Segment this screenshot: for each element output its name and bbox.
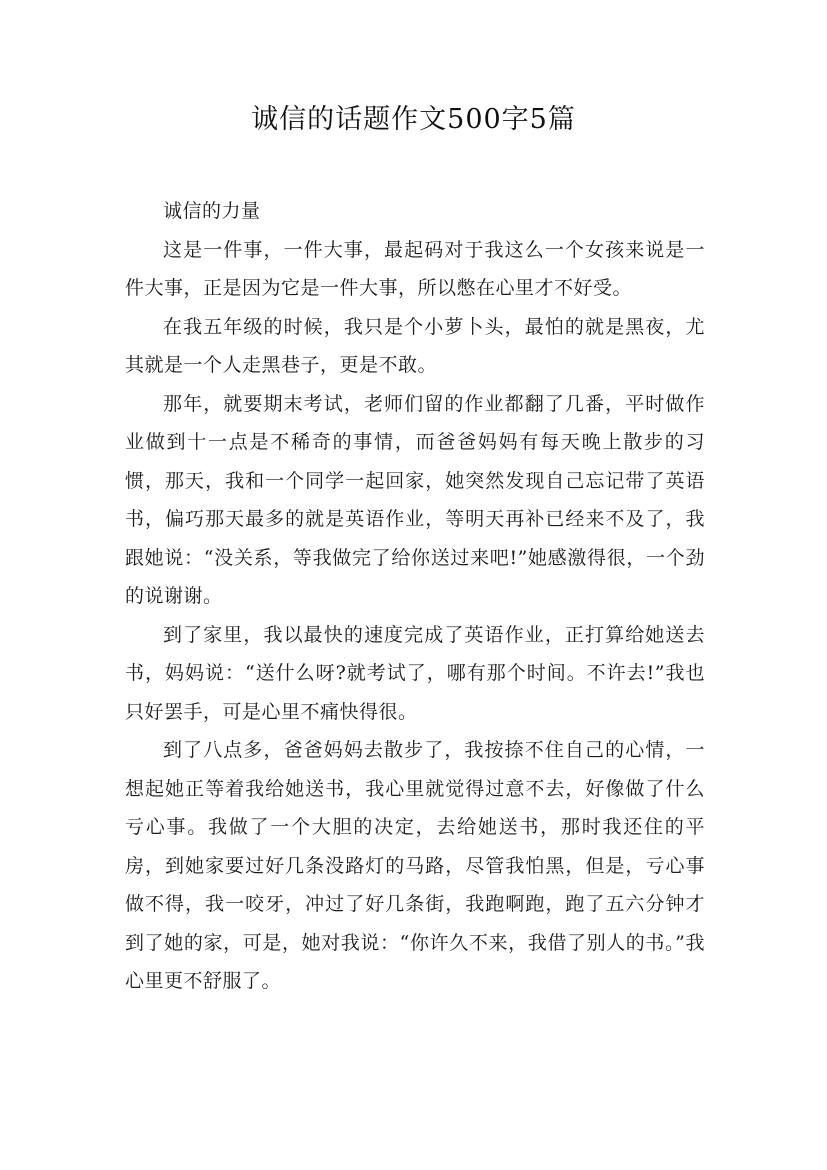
subtitle-paragraph: 诚信的力量 (163, 200, 261, 222)
body-paragraph: 在我五年级的时候，我只是个小萝卜头，最怕的就是黑夜，尤其就是一个人走黑巷子，更是不敢。 (125, 315, 705, 376)
document-body (125, 192, 705, 1001)
body-paragraph: 到了家里，我以最快的速度完成了英语作业，正打算给她送去书，妈妈说：“送什么呀?就考试了，哪有那个时间。不许去!”我也只好罢手，可是心里不痛快得很。 (125, 623, 705, 723)
body-paragraph: 到了八点多，爸爸妈妈去散步了，我按捺不住自己的心情，一想起她正等着我给她送书，我心里就觉得过意不去，好像做了什么亏心事。我做了一个大胆的决定，去给她送书，那时我还住的平房，到她家要过好几条没路灯的马路，尽管我怕黑，但是，亏心事做不得，我一咬牙，冲过了好几条街，我跑啊跑，跑了五六分钟才到了她的家，可是，她对我说：“你许久不来，我借了别人的书。”我心里更不舒服了。 (125, 739, 705, 992)
body-paragraph: 那年，就要期末考试，老师们留的作业都翻了几番，平时做作业做到十一点是不稀奇的事情，而爸爸妈妈有每天晚上散步的习惯，那天，我和一个同学一起回家，她突然发现自己忘记带了英语书，偏巧那天最多的就是英语作业，等明天再补已经来不及了，我跟她说：“没关系，等我做完了给你送过来吧!”她感激得很，一个劲的说谢谢。 (125, 392, 705, 607)
body-paragraph: 这是一件事，一件大事，最起码对于我这么一个女孩来说是一件大事，正是因为它是一件大事，所以憋在心里才不好受。 (125, 238, 705, 299)
document-title: 诚信的话题作文500字5篇 (251, 104, 576, 135)
